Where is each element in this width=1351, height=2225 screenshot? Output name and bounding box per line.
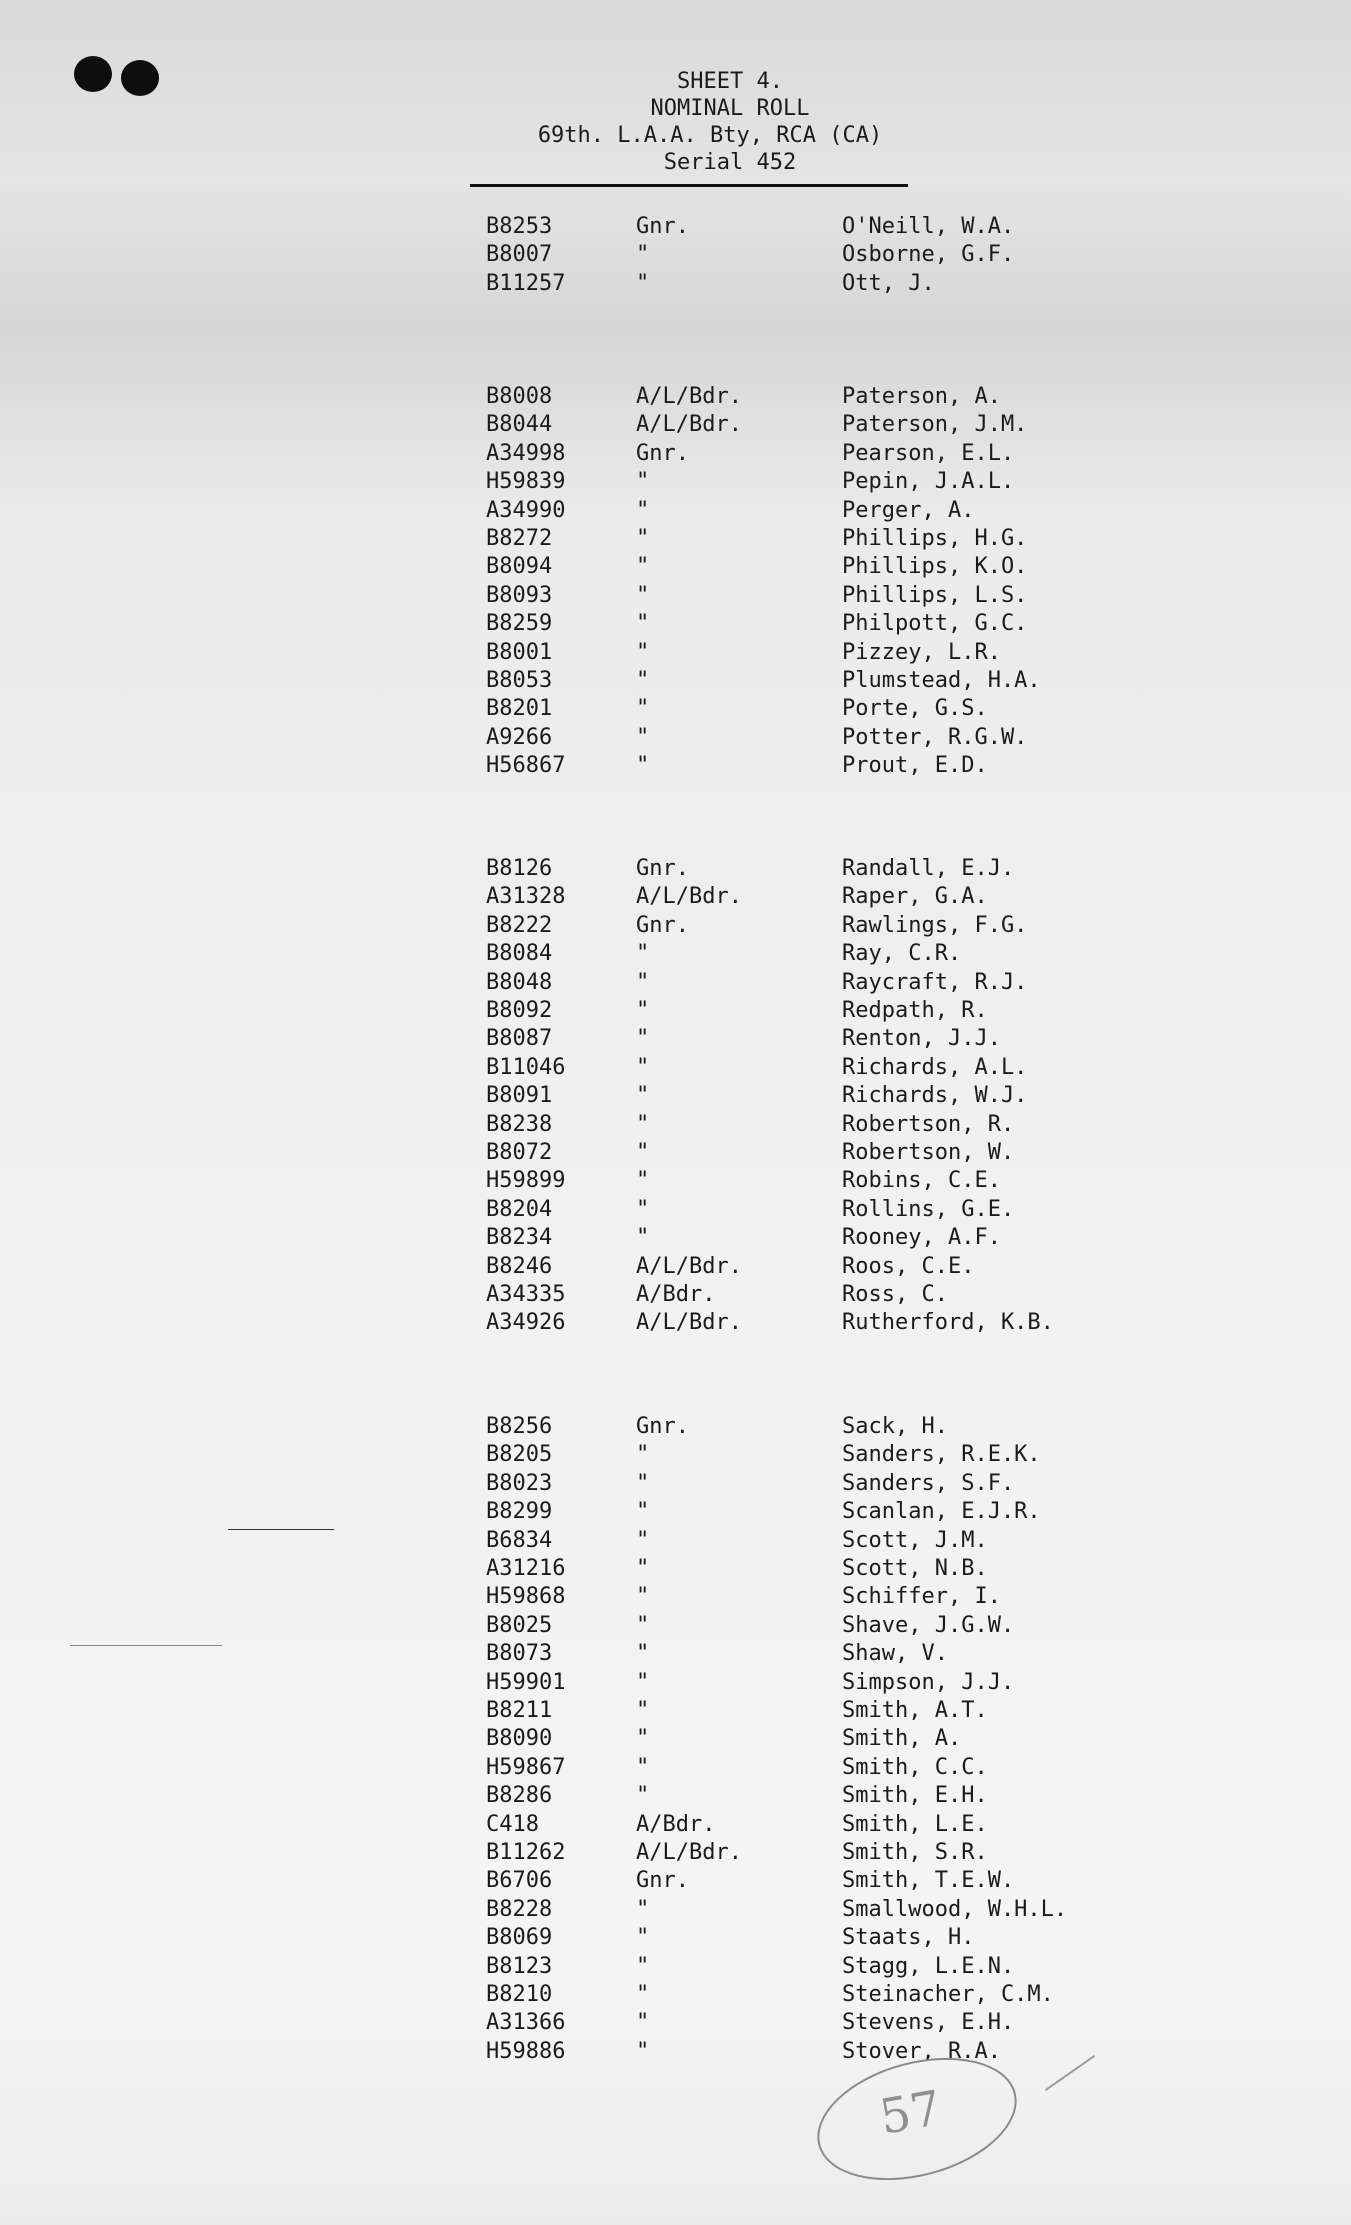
rank: " — [636, 497, 650, 523]
soldier-name: Smith, C.C. — [842, 1754, 988, 1780]
rank: " — [636, 270, 650, 296]
sheet-number: SHEET 4. — [677, 69, 783, 94]
rank: A/Bdr. — [636, 1811, 716, 1837]
rank: " — [636, 1612, 650, 1638]
soldier-name: Smith, A.T. — [842, 1698, 988, 1723]
rank: " — [636, 1584, 650, 1610]
soldier-name: Smallwood, W.H.L. — [842, 1896, 1068, 1922]
soldier-name: Phillips, L.S. — [842, 582, 1028, 608]
unit-name: 69th. L.A.A. Bty, RCA (CA) — [537, 123, 883, 148]
rank: " — [636, 582, 650, 608]
rank: " — [636, 1726, 650, 1752]
service-number: B8256 — [486, 1414, 553, 1439]
rank: " — [636, 1083, 650, 1109]
service-number: B8126 — [486, 856, 553, 881]
service-number: H59867 — [486, 1754, 566, 1780]
rank: " — [636, 941, 650, 967]
service-number: B11262 — [486, 1840, 566, 1865]
soldier-name: Robertson, R. — [842, 1111, 1015, 1137]
service-number: B8228 — [486, 1896, 553, 1922]
soldier-name: Smith, T.E.W. — [842, 1868, 1015, 1894]
rank: " — [636, 1196, 650, 1222]
soldier-name: Simpson, J.J. — [842, 1669, 1015, 1695]
soldier-name: Smith, S.R. — [842, 1840, 988, 1865]
soldier-name: Paterson, A. — [842, 384, 1001, 409]
service-number: A34335 — [486, 1282, 566, 1307]
rank: Gnr. — [636, 856, 689, 881]
rank: " — [636, 554, 650, 580]
rank: " — [636, 2010, 650, 2036]
service-number: B8259 — [486, 611, 553, 637]
service-number: H59899 — [486, 1168, 566, 1194]
service-number: B8048 — [486, 969, 553, 995]
service-number: B8090 — [486, 1726, 553, 1752]
rank: " — [636, 1140, 650, 1165]
rank: " — [636, 1499, 650, 1525]
rank: " — [636, 526, 650, 551]
rank: A/L/Bdr. — [636, 1253, 742, 1279]
rank: " — [636, 242, 650, 268]
service-number: B8007 — [486, 242, 553, 268]
service-number: B6834 — [486, 1527, 553, 1553]
service-number: B8023 — [486, 1470, 553, 1496]
service-number: H56867 — [486, 753, 566, 779]
service-number: B8123 — [486, 1953, 553, 1979]
service-number: H59886 — [486, 2038, 566, 2064]
service-number: A34990 — [486, 497, 566, 523]
document-title: NOMINAL ROLL — [650, 96, 810, 121]
rank: " — [636, 1442, 650, 1468]
soldier-name: O'Neill, W.A. — [842, 214, 1015, 239]
rank: Gnr. — [636, 1868, 689, 1894]
rank: Gnr. — [636, 912, 689, 938]
service-number: C418 — [486, 1811, 539, 1837]
service-number: A31366 — [486, 2010, 566, 2036]
soldier-name: Ross, C. — [842, 1282, 948, 1307]
rank: " — [636, 1470, 650, 1496]
rank: " — [636, 2038, 650, 2064]
soldier-name: Scanlan, E.J.R. — [842, 1499, 1041, 1525]
service-number: A31216 — [486, 1556, 566, 1581]
service-number: B8091 — [486, 1083, 553, 1109]
rank: " — [636, 1754, 650, 1780]
soldier-name: Ott, J. — [842, 270, 935, 296]
service-number: B8286 — [486, 1783, 553, 1809]
rank: Gnr. — [636, 214, 689, 239]
rank: " — [636, 469, 650, 495]
soldier-name: Schiffer, I. — [842, 1584, 1001, 1610]
soldier-name: Stevens, E.H. — [842, 2010, 1015, 2036]
rank: A/L/Bdr. — [636, 1840, 742, 1865]
soldier-name: Plumstead, H.A. — [842, 668, 1041, 693]
service-number: B8084 — [486, 941, 553, 967]
rank: Gnr. — [636, 440, 689, 466]
page-number-handwritten: 57 — [875, 2080, 946, 2146]
service-number: B8299 — [486, 1499, 553, 1525]
rank: A/L/Bdr. — [636, 384, 742, 409]
service-number: B8246 — [486, 1253, 553, 1279]
rank: " — [636, 1168, 650, 1194]
service-number: B8087 — [486, 1026, 553, 1052]
rank: " — [636, 696, 650, 722]
scan-mark — [228, 1529, 334, 1530]
rank: A/L/Bdr. — [636, 884, 742, 910]
service-number: B8222 — [486, 912, 553, 938]
soldier-name: Smith, E.H. — [842, 1783, 988, 1809]
soldier-name: Phillips, H.G. — [842, 526, 1028, 551]
rank: " — [636, 1925, 650, 1951]
soldier-name: Robertson, W. — [842, 1140, 1015, 1165]
service-number: B8072 — [486, 1140, 553, 1165]
service-number: A34998 — [486, 440, 566, 466]
rank: " — [636, 1556, 650, 1581]
punch-hole — [74, 56, 112, 92]
rank: " — [636, 1698, 650, 1723]
service-number: B8253 — [486, 214, 553, 239]
service-number: B11046 — [486, 1054, 566, 1080]
soldier-name: Shaw, V. — [842, 1641, 948, 1667]
service-number: B8008 — [486, 384, 553, 409]
document-header — [470, 68, 950, 176]
soldier-name: Smith, A. — [842, 1726, 962, 1752]
soldier-name: Rutherford, K.B. — [842, 1310, 1054, 1336]
rank: Gnr. — [636, 1414, 689, 1439]
service-number: B8211 — [486, 1698, 553, 1723]
service-number: B8201 — [486, 696, 553, 722]
service-number: H59839 — [486, 469, 566, 495]
service-number: B8272 — [486, 526, 553, 551]
soldier-name: Raper, G.A. — [842, 884, 988, 910]
service-number: B11257 — [486, 270, 566, 296]
service-number: H59901 — [486, 1669, 566, 1695]
soldier-name: Sanders, S.F. — [842, 1470, 1015, 1496]
service-number: B8210 — [486, 1982, 553, 2007]
soldier-name: Rollins, G.E. — [842, 1196, 1015, 1222]
service-number: B8205 — [486, 1442, 553, 1468]
soldier-name: Sanders, R.E.K. — [842, 1442, 1041, 1468]
soldier-name: Pearson, E.L. — [842, 440, 1015, 466]
service-number: B8238 — [486, 1111, 553, 1137]
soldier-name: Stover, R.A. — [842, 2038, 1001, 2064]
service-number: A31328 — [486, 884, 566, 910]
soldier-name: Pizzey, L.R. — [842, 639, 1001, 665]
service-number: B8204 — [486, 1196, 553, 1222]
rank: A/L/Bdr. — [636, 1310, 742, 1336]
rank: " — [636, 1896, 650, 1922]
rank: " — [636, 1641, 650, 1667]
service-number: B8094 — [486, 554, 553, 580]
service-number: B8092 — [486, 998, 553, 1023]
soldier-name: Prout, E.D. — [842, 753, 988, 779]
soldier-name: Richards, A.L. — [842, 1054, 1028, 1080]
punch-hole — [121, 60, 159, 96]
soldier-name: Steinacher, C.M. — [842, 1982, 1054, 2007]
soldier-name: Redpath, R. — [842, 998, 988, 1023]
soldier-name: Scott, J.M. — [842, 1527, 988, 1553]
service-number: B8053 — [486, 668, 553, 693]
soldier-name: Porte, G.S. — [842, 696, 988, 722]
rank: " — [636, 969, 650, 995]
soldier-name: Raycraft, R.J. — [842, 969, 1028, 995]
rank: " — [636, 1111, 650, 1137]
soldier-name: Sack, H. — [842, 1414, 948, 1439]
serial-number: Serial 452 — [663, 150, 797, 175]
soldier-name: Richards, W.J. — [842, 1083, 1028, 1109]
scan-mark — [70, 1645, 222, 1646]
service-number: B6706 — [486, 1868, 553, 1894]
soldier-name: Shave, J.G.W. — [842, 1612, 1015, 1638]
rank: " — [636, 639, 650, 665]
soldier-name: Randall, E.J. — [842, 856, 1015, 881]
rank: " — [636, 1669, 650, 1695]
rank: " — [636, 1783, 650, 1809]
service-number: B8044 — [486, 412, 553, 438]
service-number: B8001 — [486, 639, 553, 665]
soldier-name: Smith, L.E. — [842, 1811, 988, 1837]
rank: " — [636, 998, 650, 1023]
service-number: B8069 — [486, 1925, 553, 1951]
service-number: A34926 — [486, 1310, 566, 1336]
rank: " — [636, 1054, 650, 1080]
rank: " — [636, 1982, 650, 2007]
soldier-name: Perger, A. — [842, 497, 975, 523]
service-number: B8073 — [486, 1641, 553, 1667]
header-underline — [470, 184, 908, 187]
rank: " — [636, 1527, 650, 1553]
rank: A/L/Bdr. — [636, 412, 742, 438]
rank: A/Bdr. — [636, 1282, 716, 1307]
service-number: B8025 — [486, 1612, 553, 1638]
soldier-name: Rawlings, F.G. — [842, 912, 1028, 938]
rank: " — [636, 668, 650, 693]
rank: " — [636, 611, 650, 637]
service-number: A9266 — [486, 724, 553, 750]
soldier-name: Paterson, J.M. — [842, 412, 1028, 438]
service-number: B8234 — [486, 1225, 553, 1251]
rank: " — [636, 1953, 650, 1979]
rank: " — [636, 1026, 650, 1052]
soldier-name: Scott, N.B. — [842, 1556, 988, 1581]
rank: " — [636, 1225, 650, 1251]
service-number: B8093 — [486, 582, 553, 608]
soldier-name: Pepin, J.A.L. — [842, 469, 1015, 495]
soldier-name: Osborne, G.F. — [842, 242, 1015, 268]
soldier-name: Stagg, L.E.N. — [842, 1953, 1015, 1979]
soldier-name: Philpott, G.C. — [842, 611, 1028, 637]
soldier-name: Potter, R.G.W. — [842, 724, 1028, 750]
soldier-name: Robins, C.E. — [842, 1168, 1001, 1194]
soldier-name: Renton, J.J. — [842, 1026, 1001, 1052]
soldier-name: Rooney, A.F. — [842, 1225, 1001, 1251]
soldier-name: Ray, C.R. — [842, 941, 962, 967]
soldier-name: Phillips, K.O. — [842, 554, 1028, 580]
soldier-name: Roos, C.E. — [842, 1253, 975, 1279]
soldier-name: Staats, H. — [842, 1925, 975, 1951]
rank: " — [636, 753, 650, 779]
check-mark — [1045, 2055, 1095, 2091]
rank: " — [636, 724, 650, 750]
service-number: H59868 — [486, 1584, 566, 1610]
